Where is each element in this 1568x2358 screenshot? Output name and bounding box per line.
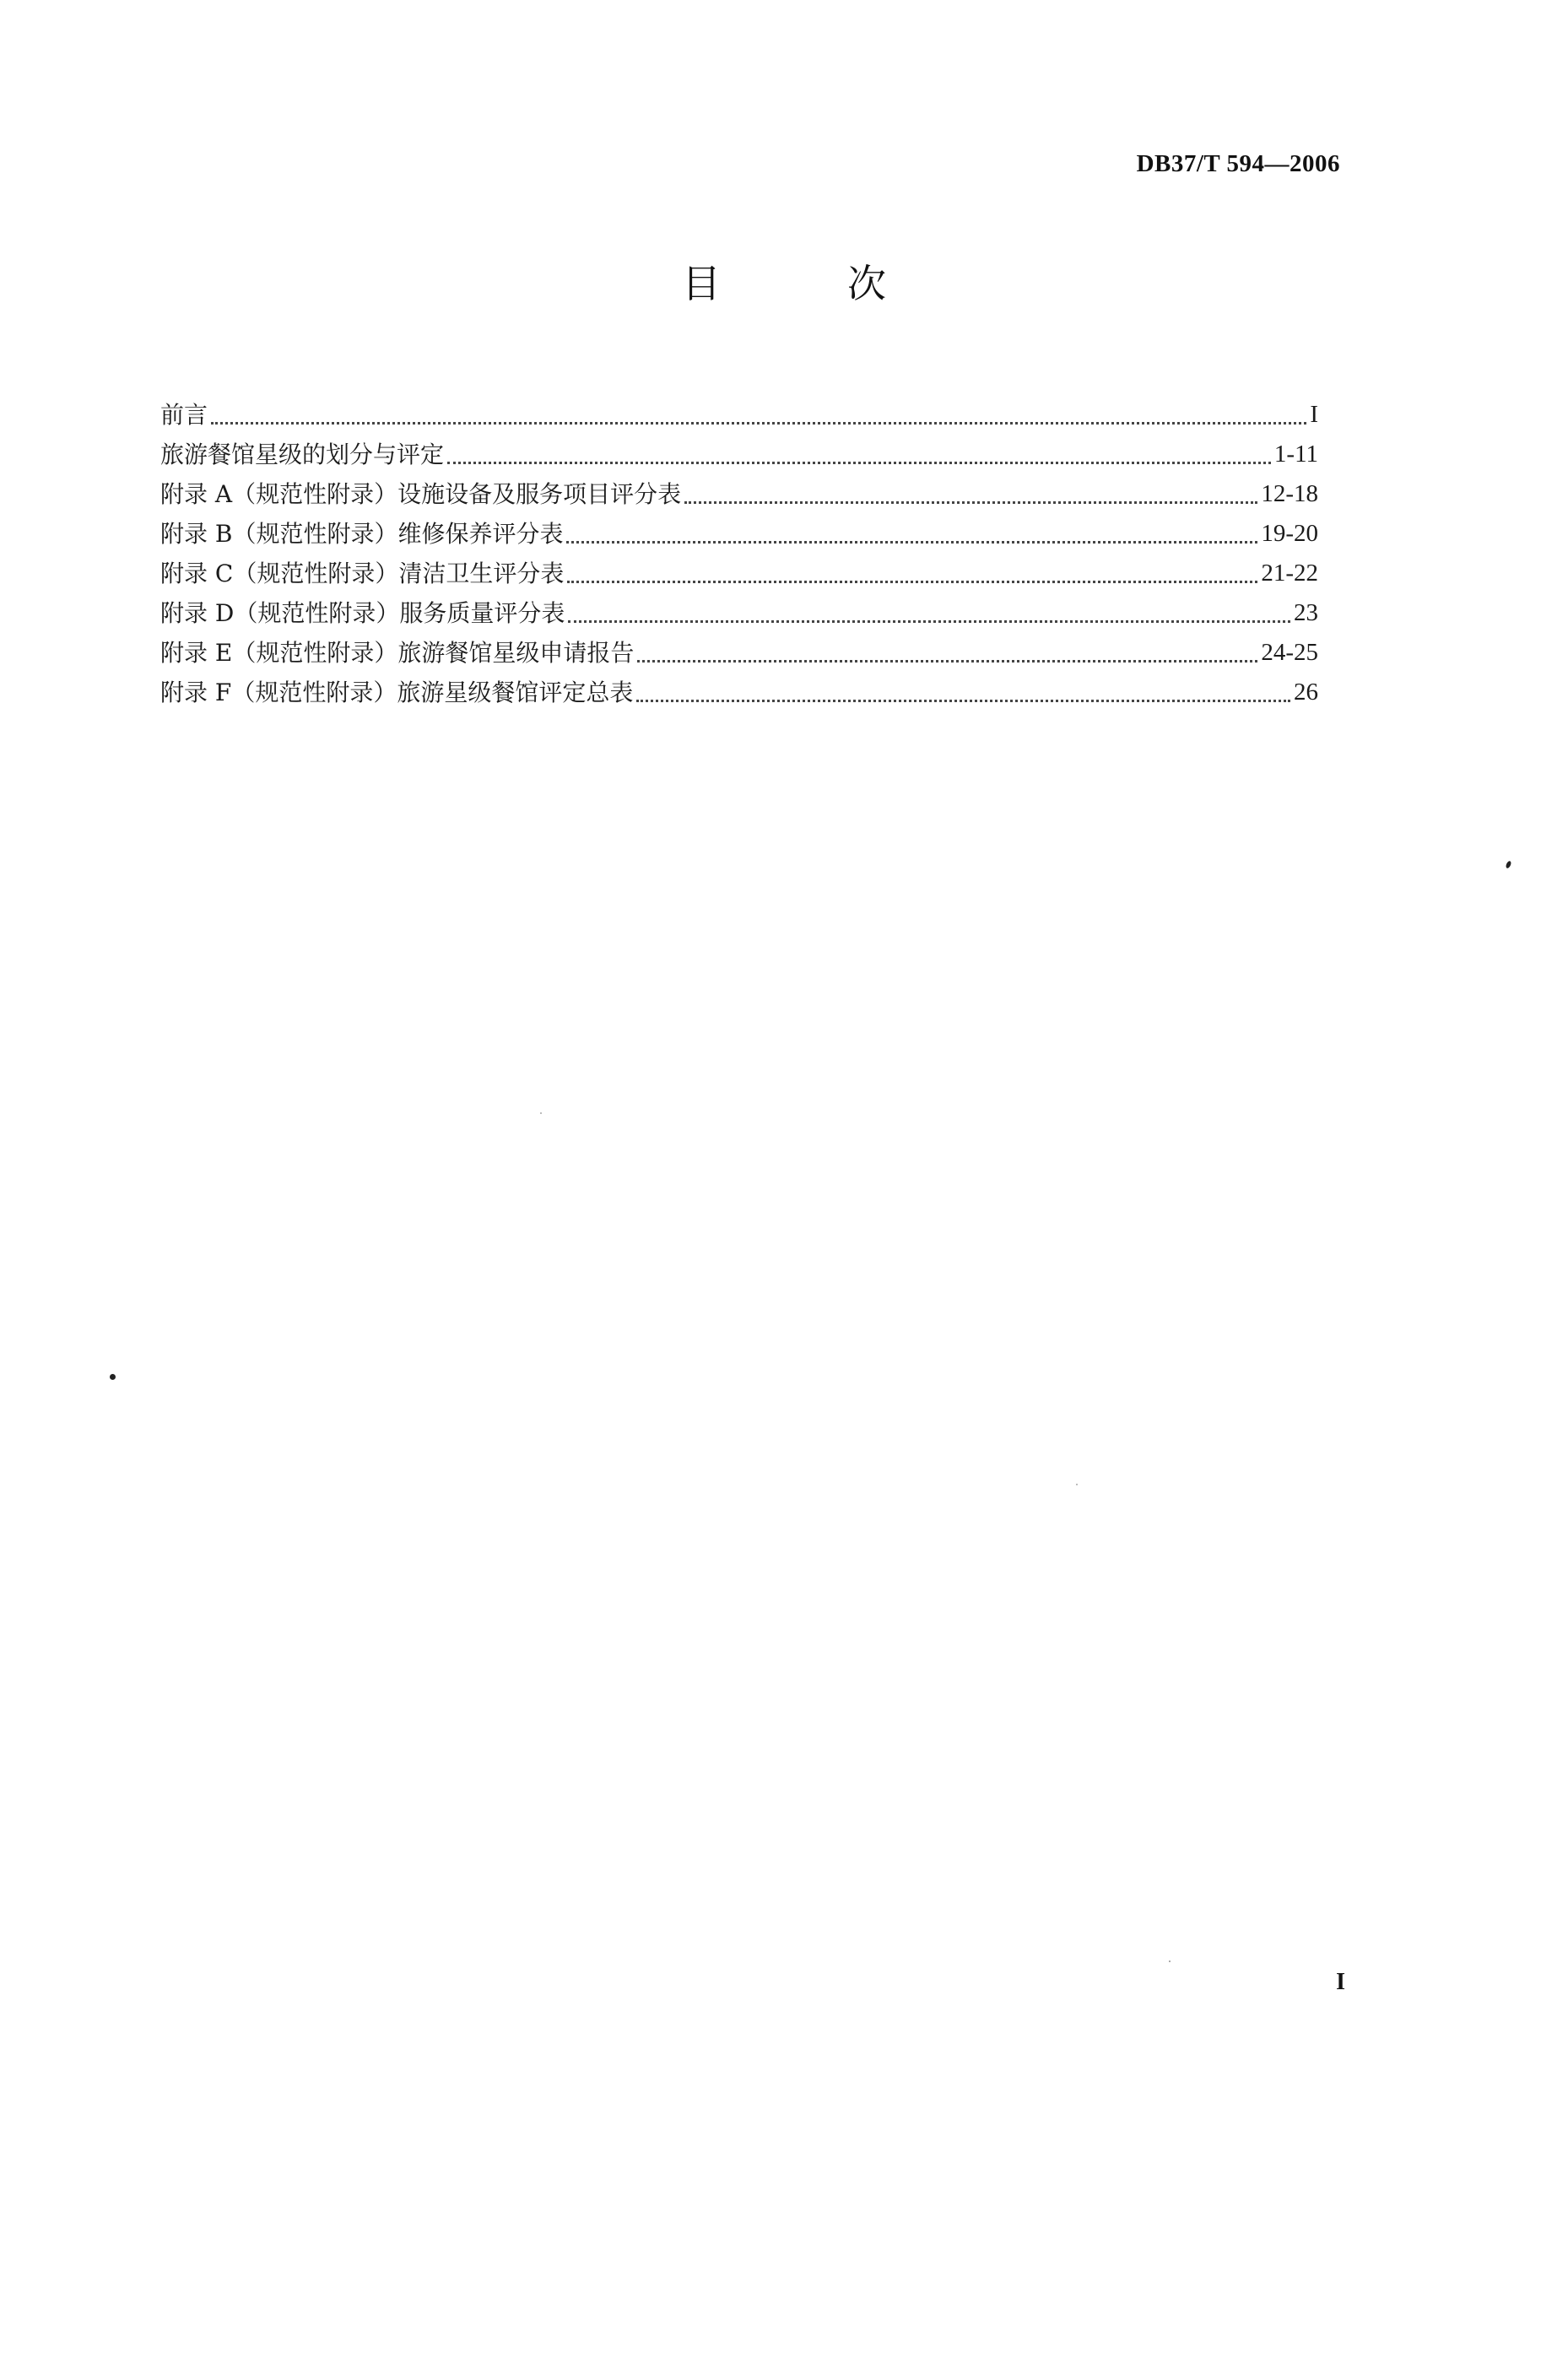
toc-entry[interactable] bbox=[160, 514, 1318, 554]
toc-entry-label: 前言 bbox=[160, 401, 208, 429]
page-number: I bbox=[1336, 1969, 1345, 1995]
toc-entry[interactable] bbox=[160, 554, 1318, 593]
scan-speck bbox=[1076, 1484, 1078, 1485]
toc-dot-leader bbox=[637, 648, 1257, 663]
toc-entry[interactable] bbox=[160, 435, 1318, 474]
scan-speck bbox=[1169, 1960, 1171, 1962]
toc-entry[interactable] bbox=[160, 474, 1318, 514]
toc-entry-page: 19-20 bbox=[1261, 520, 1318, 547]
scan-speck bbox=[540, 1112, 542, 1114]
toc-dot-leader bbox=[567, 569, 1257, 583]
toc-dot-leader bbox=[211, 410, 1306, 425]
toc-entry-label: 附录 C（规范性附录）清洁卫生评分表 bbox=[160, 560, 565, 587]
toc-entry[interactable] bbox=[160, 633, 1318, 673]
toc-entry-label: 附录 B（规范性附录）维修保养评分表 bbox=[160, 520, 564, 548]
toc-entry-label: 附录 D（规范性附录）服务质量评分表 bbox=[160, 599, 565, 627]
toc-dot-leader bbox=[636, 688, 1290, 702]
scan-speck bbox=[110, 1374, 116, 1380]
toc-entry[interactable] bbox=[160, 593, 1318, 633]
toc-entry[interactable] bbox=[160, 395, 1318, 435]
toc-entry-label: 附录 F（规范性附录）旅游星级餐馆评定总表 bbox=[160, 679, 634, 706]
toc-dot-leader bbox=[566, 529, 1257, 544]
toc-entry-page: 1-11 bbox=[1273, 441, 1318, 468]
toc-entry-page: 23 bbox=[1294, 599, 1318, 626]
toc-entry-page: 24-25 bbox=[1261, 639, 1318, 666]
page-title: 目 次 bbox=[682, 261, 930, 306]
toc-entry-label: 附录 E（规范性附录）旅游餐馆星级申请报告 bbox=[160, 639, 635, 667]
standard-code: DB37/T 594—2006 bbox=[1136, 150, 1340, 177]
toc-entry-label: 附录 A（规范性附录）设施设备及服务项目评分表 bbox=[160, 480, 682, 508]
toc-entry-page: 21-22 bbox=[1261, 560, 1318, 587]
toc-entry-page: 12-18 bbox=[1261, 480, 1318, 507]
toc-entry[interactable] bbox=[160, 673, 1318, 712]
scan-speck bbox=[1505, 860, 1511, 868]
toc-entry-page: 26 bbox=[1294, 679, 1318, 706]
toc-dot-leader bbox=[684, 489, 1257, 504]
toc-dot-leader bbox=[447, 450, 1271, 464]
toc-entry-page: I bbox=[1310, 401, 1318, 428]
table-of-contents bbox=[160, 395, 1318, 712]
toc-dot-leader bbox=[568, 608, 1290, 623]
toc-entry-label: 旅游餐馆星级的划分与评定 bbox=[160, 441, 445, 468]
